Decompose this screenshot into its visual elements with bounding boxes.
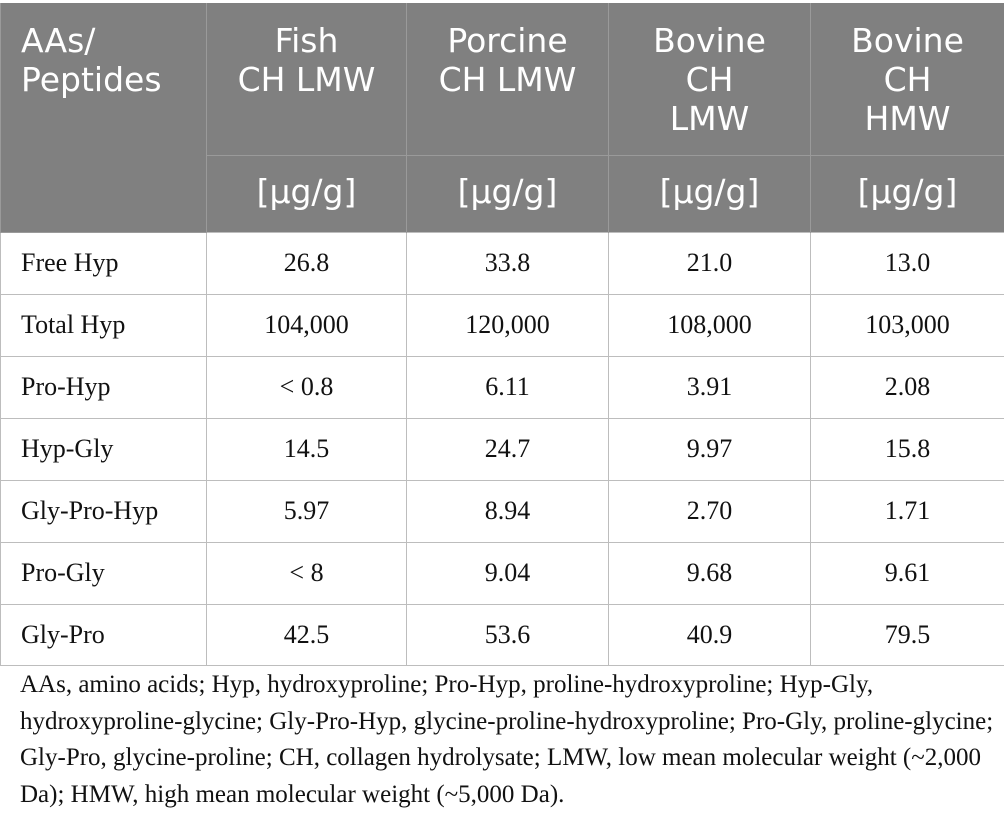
- table-cell: 9.61: [811, 542, 1004, 604]
- table-footnote: AAs, amino acids; Hyp, hydroxyproline; Pro-Hyp, proline-hydroxyproline; Hyp-Gly, hydroxyproline-glycine; Gly-Pro-Hyp, glycine-proline-hydroxyproline; Pro-Gly, proline-glycine; Gly-Pro, glycine-proline; CH, collagen hydrolysate; LMW, low mean molecular weight (~2,000 Da); HMW, high mean molecular weight (~5,000 Da).: [20, 671, 994, 808]
- header-aas-peptides: [1, 3, 207, 232]
- table-cell: 6.11: [407, 356, 609, 418]
- header-line: CH LMW: [237, 60, 376, 99]
- header-line: Bovine: [653, 21, 766, 60]
- table-cell: 13.0: [811, 232, 1004, 294]
- table-cell: 5.97: [207, 480, 407, 542]
- table-cell: 1.71: [811, 480, 1004, 542]
- unit-bovine-hmw: [μg/g]: [811, 155, 1004, 232]
- header-line: CH: [883, 60, 932, 99]
- row-label: Pro-Hyp: [1, 356, 207, 418]
- table-cell: 108,000: [609, 294, 811, 356]
- table-cell: 9.68: [609, 542, 811, 604]
- table-cell: 3.91: [609, 356, 811, 418]
- header-bovine-ch-lmw: [609, 3, 811, 155]
- table-cell: 24.7: [407, 418, 609, 480]
- table-cell: 33.8: [407, 232, 609, 294]
- row-label: Pro-Gly: [1, 542, 207, 604]
- row-label: Total Hyp: [1, 294, 207, 356]
- header-fish-ch-lmw: [207, 3, 407, 155]
- table-cell: 104,000: [207, 294, 407, 356]
- table-cell: 2.70: [609, 480, 811, 542]
- table-cell: 9.04: [407, 542, 609, 604]
- table-cell: 42.5: [207, 604, 407, 665]
- table-row: [1, 294, 1004, 356]
- unit-bovine-lmw: [μg/g]: [609, 155, 811, 232]
- unit-fish: [μg/g]: [207, 155, 407, 232]
- row-label: Free Hyp: [1, 232, 207, 294]
- table-header: [1, 3, 1004, 232]
- row-label: Hyp-Gly: [1, 418, 207, 480]
- table-cell: < 8: [207, 542, 407, 604]
- table-cell: 8.94: [407, 480, 609, 542]
- table-row: [1, 232, 1004, 294]
- header-line: CH LMW: [438, 60, 577, 99]
- header-row-titles: [1, 3, 1004, 155]
- header-line: Peptides: [21, 60, 162, 99]
- table-cell: 120,000: [407, 294, 609, 356]
- header-bovine-ch-hmw: [811, 3, 1004, 155]
- table-cell: 103,000: [811, 294, 1004, 356]
- row-label: Gly-Pro-Hyp: [1, 480, 207, 542]
- table-cell: 53.6: [407, 604, 609, 665]
- table-cell: 15.8: [811, 418, 1004, 480]
- table-cell: 26.8: [207, 232, 407, 294]
- header-line: Porcine: [447, 21, 568, 60]
- table-row: [1, 356, 1004, 418]
- header-line: AAs/: [21, 21, 96, 60]
- header-line: HMW: [864, 99, 951, 138]
- header-line: LMW: [669, 99, 750, 138]
- unit-porcine: [μg/g]: [407, 155, 609, 232]
- header-line: CH: [685, 60, 734, 99]
- table-body: [1, 232, 1004, 665]
- table-row: [1, 480, 1004, 542]
- header-porcine-ch-lmw: [407, 3, 609, 155]
- table-cell: 21.0: [609, 232, 811, 294]
- table-cell: 14.5: [207, 418, 407, 480]
- table-cell: < 0.8: [207, 356, 407, 418]
- row-label: Gly-Pro: [1, 604, 207, 665]
- header-line: Fish: [274, 21, 339, 60]
- table-cell: 2.08: [811, 356, 1004, 418]
- table-cell: 9.97: [609, 418, 811, 480]
- table-cell: 79.5: [811, 604, 1004, 665]
- table-cell: 40.9: [609, 604, 811, 665]
- header-line: Bovine: [851, 21, 964, 60]
- table-row: [1, 604, 1004, 665]
- data-table: [0, 3, 1004, 666]
- table-row: [1, 418, 1004, 480]
- table-row: [1, 542, 1004, 604]
